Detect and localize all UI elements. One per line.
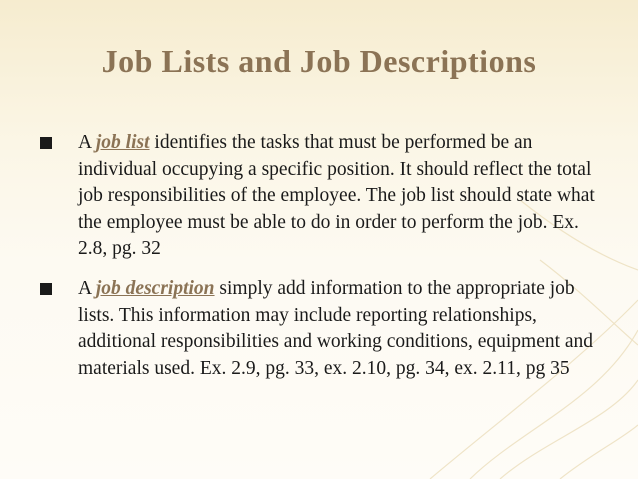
bullet-body: identifies the tasks that must be performed be an individual occupying a specific position. It should reflect the total job responsibilities of the employee. The job list should state what the employee must be able to do in order to perform the job. Ex. 2.8, pg. 32 [78, 132, 595, 259]
bullet-item-job-description [40, 276, 600, 382]
bullet-prefix: A [78, 278, 96, 299]
square-bullet-icon [40, 137, 52, 149]
bullet-text [78, 276, 600, 382]
bullet-text [78, 130, 600, 263]
bullet-prefix: A [78, 132, 96, 153]
slide-title: Job Lists and Job Descriptions [101, 43, 537, 79]
term-job-description: job description [95, 278, 215, 299]
bullet-item-job-list [40, 130, 600, 263]
square-bullet-icon [40, 283, 52, 295]
term-job-list: job list [95, 132, 150, 153]
bullet-body: simply add information to the appropriate job lists. This information may include reporting relationships, additional responsibilities and working conditions, equipment and materials used. Ex. 2.9, pg. 33, ex. 2.10, pg. 34, ex. 2.11, pg 35 [78, 278, 594, 379]
